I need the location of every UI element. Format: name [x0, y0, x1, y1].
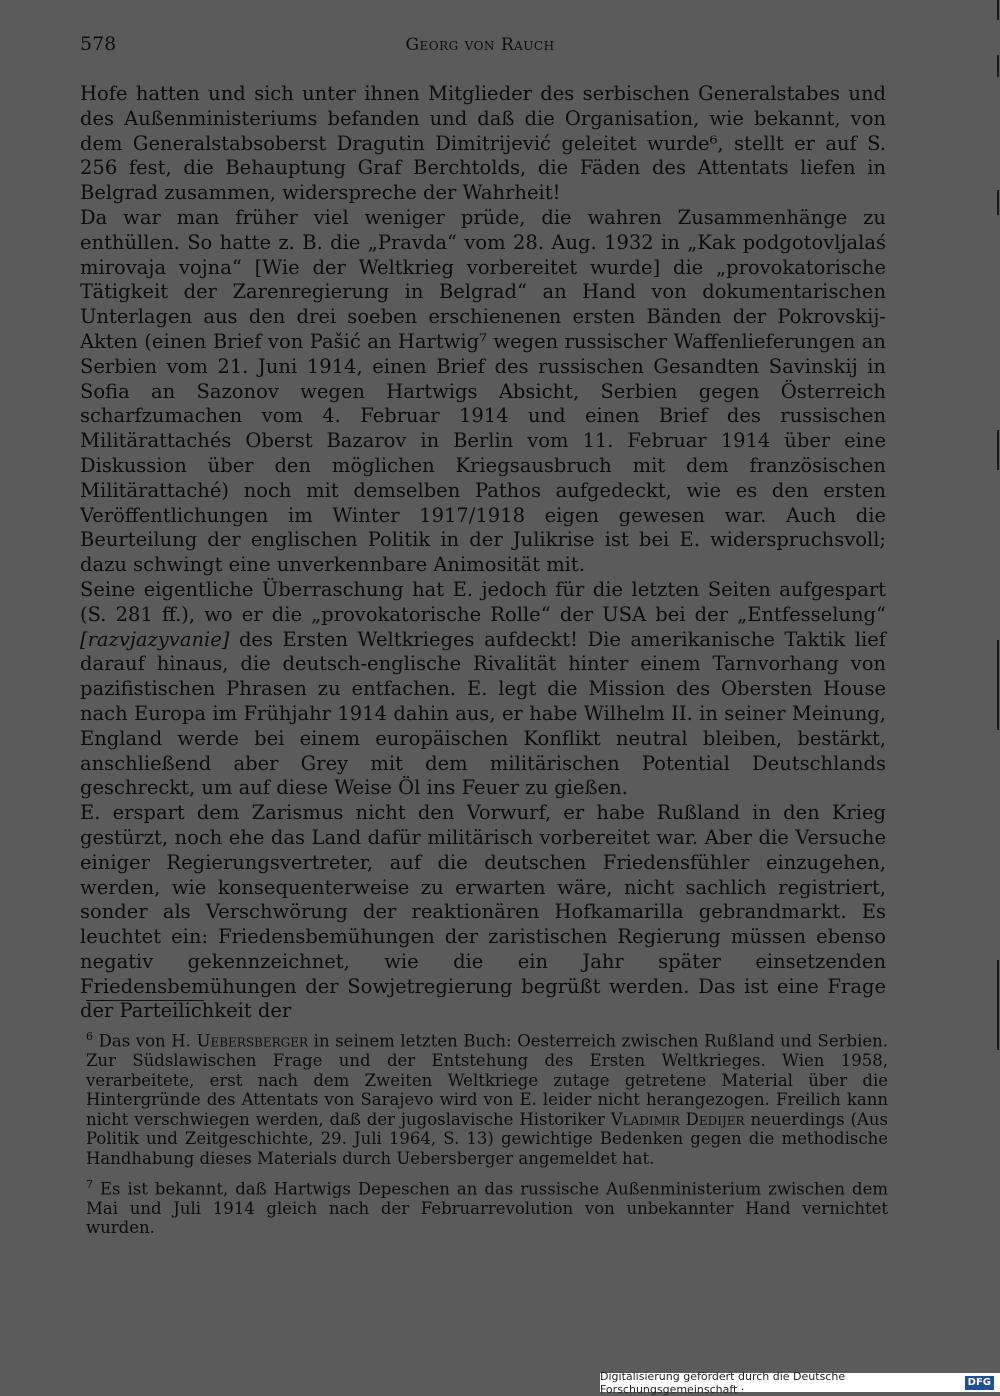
running-head: Georg von Rauch: [405, 35, 555, 55]
paragraph-3: [80, 578, 886, 801]
scan-margin-mark: [997, 640, 999, 730]
footnote-6-historian: Vladimir Dedijer: [610, 1109, 745, 1129]
scan-margin-mark: [997, 430, 999, 470]
footnote-6-text-b: in seinem letzten Buch: Oesterreich zwischen Rußland und Serbien. Zur Südslawischen Frage und der Entstehung des Ersten Weltkrieges. Wien 1958, verarbeitete, erst nach dem Zweiten Weltkriege zutage getretene Material über die Hintergründe des Attentats von Sarajevo wird von E. leider nicht herangezogen. Freilich kann nicht verschwiegen werden, daß der jugoslavische Historiker: [86, 1031, 888, 1129]
paragraph-3-start: Seine eigentliche Überraschung hat E. jedoch für die letzten Seiten aufgespart (S. 281 ff.), wo er die „provokatorische Rolle“ der USA bei der „Entfesselung“: [80, 577, 886, 626]
footnote-6-author: Uebersberger: [196, 1031, 309, 1051]
scan-margin-mark: [997, 190, 999, 215]
scan-margin-mark: [997, 960, 999, 1050]
footnote-6-text-c: neuerdings (Aus Politik und Zeitgeschichte, 29. Juli 1964, S. 13) gewichtige Bedenken gegen die methodische Handhabung dieses Materials durch Uebersberger angemeldet hat.: [86, 1109, 888, 1169]
scan-margin-mark: [997, 0, 999, 20]
paragraph-3-italic-term: [razvjazyvanie]: [80, 627, 230, 651]
footnote-7-mark: 7: [86, 1177, 93, 1191]
digitization-credit-bar: [600, 1369, 1000, 1396]
footnote-6-text-a: Das von H.: [98, 1031, 197, 1051]
footnote-7-text: Es ist bekannt, daß Hartwigs Depeschen an das russische Außenministerium zwischen dem Mai und Juli 1914 gleich nach der Februarrevolution von unbekannter Hand vernichtet wurden.: [86, 1179, 888, 1238]
footnote-7: [86, 1175, 888, 1238]
digitization-credit: Digitalisierung gefördert durch die Deutsche Forschungsgemeinschaft ·: [600, 1369, 846, 1396]
paragraph-4: E. erspart dem Zarismus nicht den Vorwurf, er habe Rußland in den Krieg gestürzt, noch ehe das Land dafür militärisch vorbereitet war. Aber die Versuche einiger Regierungsvertreter, auf die deutschen Friedensfühler einzugehen, werden, wie konsequenterweise zu erwarten wäre, nicht sachlich registriert, sonder als Verschwörung der reaktionären Hofkamarilla gebrandmarkt. Es leuchtet ein: Friedensbemühungen der zaristischen Regierung müssen ebenso negativ gekennzeichnet, wie die ein Jahr später einsetzenden Friedensbemühungen der Sowjetregierung begrüßt werden. Das ist eine Frage der Parteilichkeit der: [80, 801, 886, 1023]
page-number: 578: [80, 33, 117, 55]
footnote-6: [86, 1027, 888, 1169]
paragraph-2: Da war man früher viel weniger prüde, die wahren Zusammenhänge zu enthüllen. So hatte z. B. die „Pravda“ vom 28. Aug. 1932 in „Kak podgotovljalaś mirovaja vojna“ [Wie der Weltkrieg vorbereitet wurde] die „provokatorische Tätigkeit der Zarenregierung in Belgrad“ an Hand von dokumentarischen Unterlagen aus den drei soeben erschienenen ersten Bänden der Pokrovskij-Akten (einen Brief von Pašić an Hartwig⁷ wegen russischer Waffenlieferungen an Serbien vom 21. Juni 1914, einen Brief des russischen Gesandten Savinskij in Sofia an Sazonov wegen Hartwigs Absicht, Serbien gegen Österreich scharfzumachen vom 4. Februar 1914 und einen Brief des russischen Militärattachés Oberst Bazarov in Berlin vom 11. Februar 1914 über eine Diskussion über den möglichen Kriegsausbruch mit dem französischen Militärattaché) noch mit demselben Pathos aufgedeckt, wie es den ersten Veröffentlichungen im Winter 1917/1918 eigen gewesen war. Auch die Beurteilung der englischen Politik in der Julikrise ist bei E. widerspruchsvoll; dazu schwingt eine unverkennbare Animosität mit.: [80, 205, 886, 577]
paragraph-3-end: des Ersten Weltkrieges aufdeckt! Die amerikanische Taktik lief darauf hinaus, die deutsch-englische Rivalität hinter einem Tarnvorhang von pazifistischen Phrasen zu entfachen. E. legt die Mission des Obersten House nach Europa im Frühjahr 1914 dahin aus, er habe Wilhelm II. in seiner Meinung, England werde bei einem europäischen Konflikt neutral bleiben, bestärkt, anschließend aber Grey mit dem militärischen Potential Deutschlands geschreckt, um auf diese Weise Öl ins Feuer zu gießen.: [80, 627, 886, 800]
scan-margin-mark: [997, 55, 999, 77]
paragraph-1: Hofe hatten und sich unter ihnen Mitglieder des serbischen Generalstabes und des Außenministeriums befanden und daß die Organisation, wie bekannt, von dem Generalstabsoberst Dragutin Dimitrijević geleitet wurde⁶, stellt er auf S. 256 fest, die Behauptung Graf Berchtolds, die Fäden des Attentats liefen in Belgrad zusammen, widerspreche der Wahrheit!: [80, 82, 886, 205]
footnotes: [86, 1027, 888, 1244]
footnote-separator: [86, 1000, 204, 1001]
footnote-6-mark: 6: [86, 1030, 93, 1043]
dfg-logo: DFG: [965, 1376, 994, 1390]
body-text: [80, 82, 886, 1024]
